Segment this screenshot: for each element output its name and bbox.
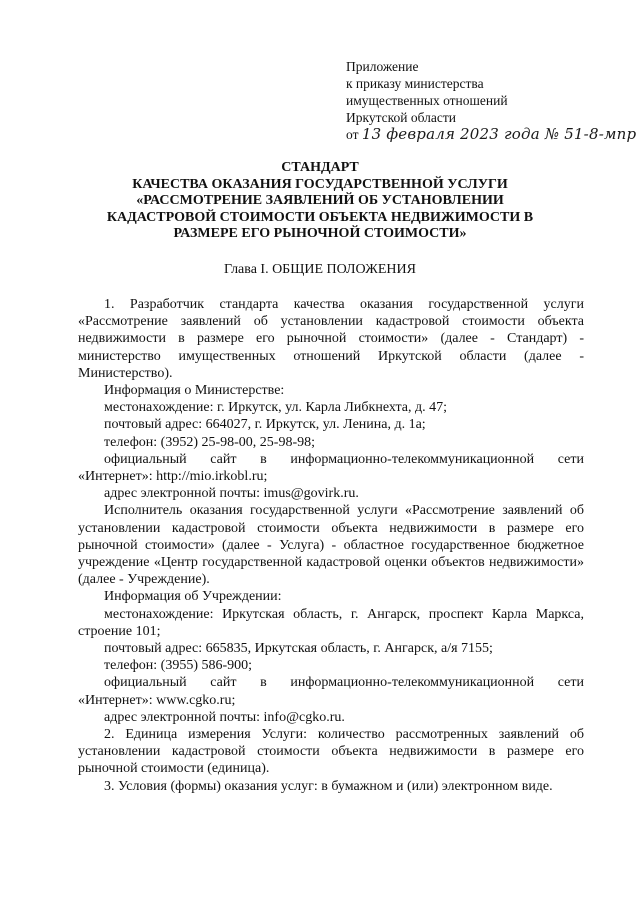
ministry-info-heading: Информация о Министерстве:: [104, 383, 285, 399]
paragraph-unit-of-measure: 2. Единица измерения Услуги: количество рассмотренных заявлений об установлении кадастровой стоимости объекта недвижимости в размере его рыночной стоимости (единица).: [78, 727, 584, 777]
institution-info-heading: Информация об Учреждении:: [104, 589, 282, 605]
title-line-1: СТАНДАРТ: [281, 160, 359, 175]
chapter-heading: Глава I. ОБЩИЕ ПОЛОЖЕНИЯ: [224, 262, 416, 277]
institution-email: адрес электронной почты: info@cgko.ru.: [104, 709, 345, 725]
institution-location: местонахождение: Иркутская область, г. Ангарск, проспект Карла Маркса, строение 101;: [78, 606, 584, 639]
appendix-line-2: к приказу министерства: [346, 76, 484, 91]
paragraph-developer: 1. Разработчик стандарта качества оказания государственной услуги «Рассмотрение заявлений об установлении кадастровой стоимости объекта недвижимости в размере его рыночной стоимости» (далее - Стандарт) - министерство имущественных отношений Иркутской области (далее - Министерство).: [78, 297, 584, 381]
title-line-4: КАДАСТРОВОЙ СТОИМОСТИ ОБЪЕКТА НЕДВИЖИМОСТИ В: [106, 209, 534, 225]
appendix-date-line: [346, 125, 637, 143]
title-line-5: РАЗМЕРЕ ЕГО РЫНОЧНОЙ СТОИМОСТИ»: [173, 226, 467, 241]
appendix-block: [346, 58, 637, 143]
institution-postal-address: почтовый адрес: 665835, Иркутская область, г. Ангарск, а/я 7155;: [104, 641, 493, 657]
paragraph-executor: Исполнитель оказания государственной услуги «Рассмотрение заявлений об установлении кадастровой стоимости объекта недвижимости в размере его рыночной стоимости» (далее - Услуга) - областное государственное бюджетное учреждение «Центр государственной кадастровой оценки объектов недвижимости» (далее - Учреждение).: [78, 503, 584, 588]
title-line-3: «РАССМОТРЕНИЕ ЗАЯВЛЕНИЙ ОБ УСТАНОВЛЕНИИ: [136, 193, 504, 208]
appendix-line-1: Приложение: [346, 59, 419, 74]
institution-website-line2: «Интернет»: www.cgko.ru;: [78, 692, 236, 708]
ministry-location: местонахождение: г. Иркутск, ул. Карла Либкнехта, д. 47;: [104, 400, 448, 416]
title-line-2: КАЧЕСТВА ОКАЗАНИЯ ГОСУДАРСТВЕННОЙ УСЛУГИ: [132, 176, 508, 192]
ministry-email: адрес электронной почты: imus@govirk.ru.: [104, 486, 359, 502]
ministry-website-line2: «Интернет»: http://mio.irkobl.ru;: [78, 469, 268, 485]
appendix-line-4: Иркутской области: [346, 110, 457, 125]
document-body: [78, 296, 584, 795]
ministry-postal-address: почтовый адрес: 664027, г. Иркутск, ул. Ленина, д. 1а;: [104, 417, 426, 433]
appendix-line-3: имущественных отношений: [346, 93, 508, 108]
institution-website-line1: официальный сайт в информационно-телекоммуникационной сети: [104, 675, 584, 691]
handwritten-date-number: 13 февраля 2023 года № 51-8-мпр: [361, 125, 637, 143]
document-title: [60, 160, 580, 243]
appendix-from-prefix: от: [346, 127, 359, 142]
institution-phone: телефон: (3955) 586-900;: [104, 658, 253, 674]
ministry-website-line1: официальный сайт в информационно-телекоммуникационной сети: [104, 451, 584, 467]
paragraph-service-conditions: 3. Условия (формы) оказания услуг: в бумажном и (или) электронном виде.: [104, 778, 553, 794]
ministry-phone: телефон: (3952) 25-98-00, 25-98-98;: [104, 434, 316, 450]
